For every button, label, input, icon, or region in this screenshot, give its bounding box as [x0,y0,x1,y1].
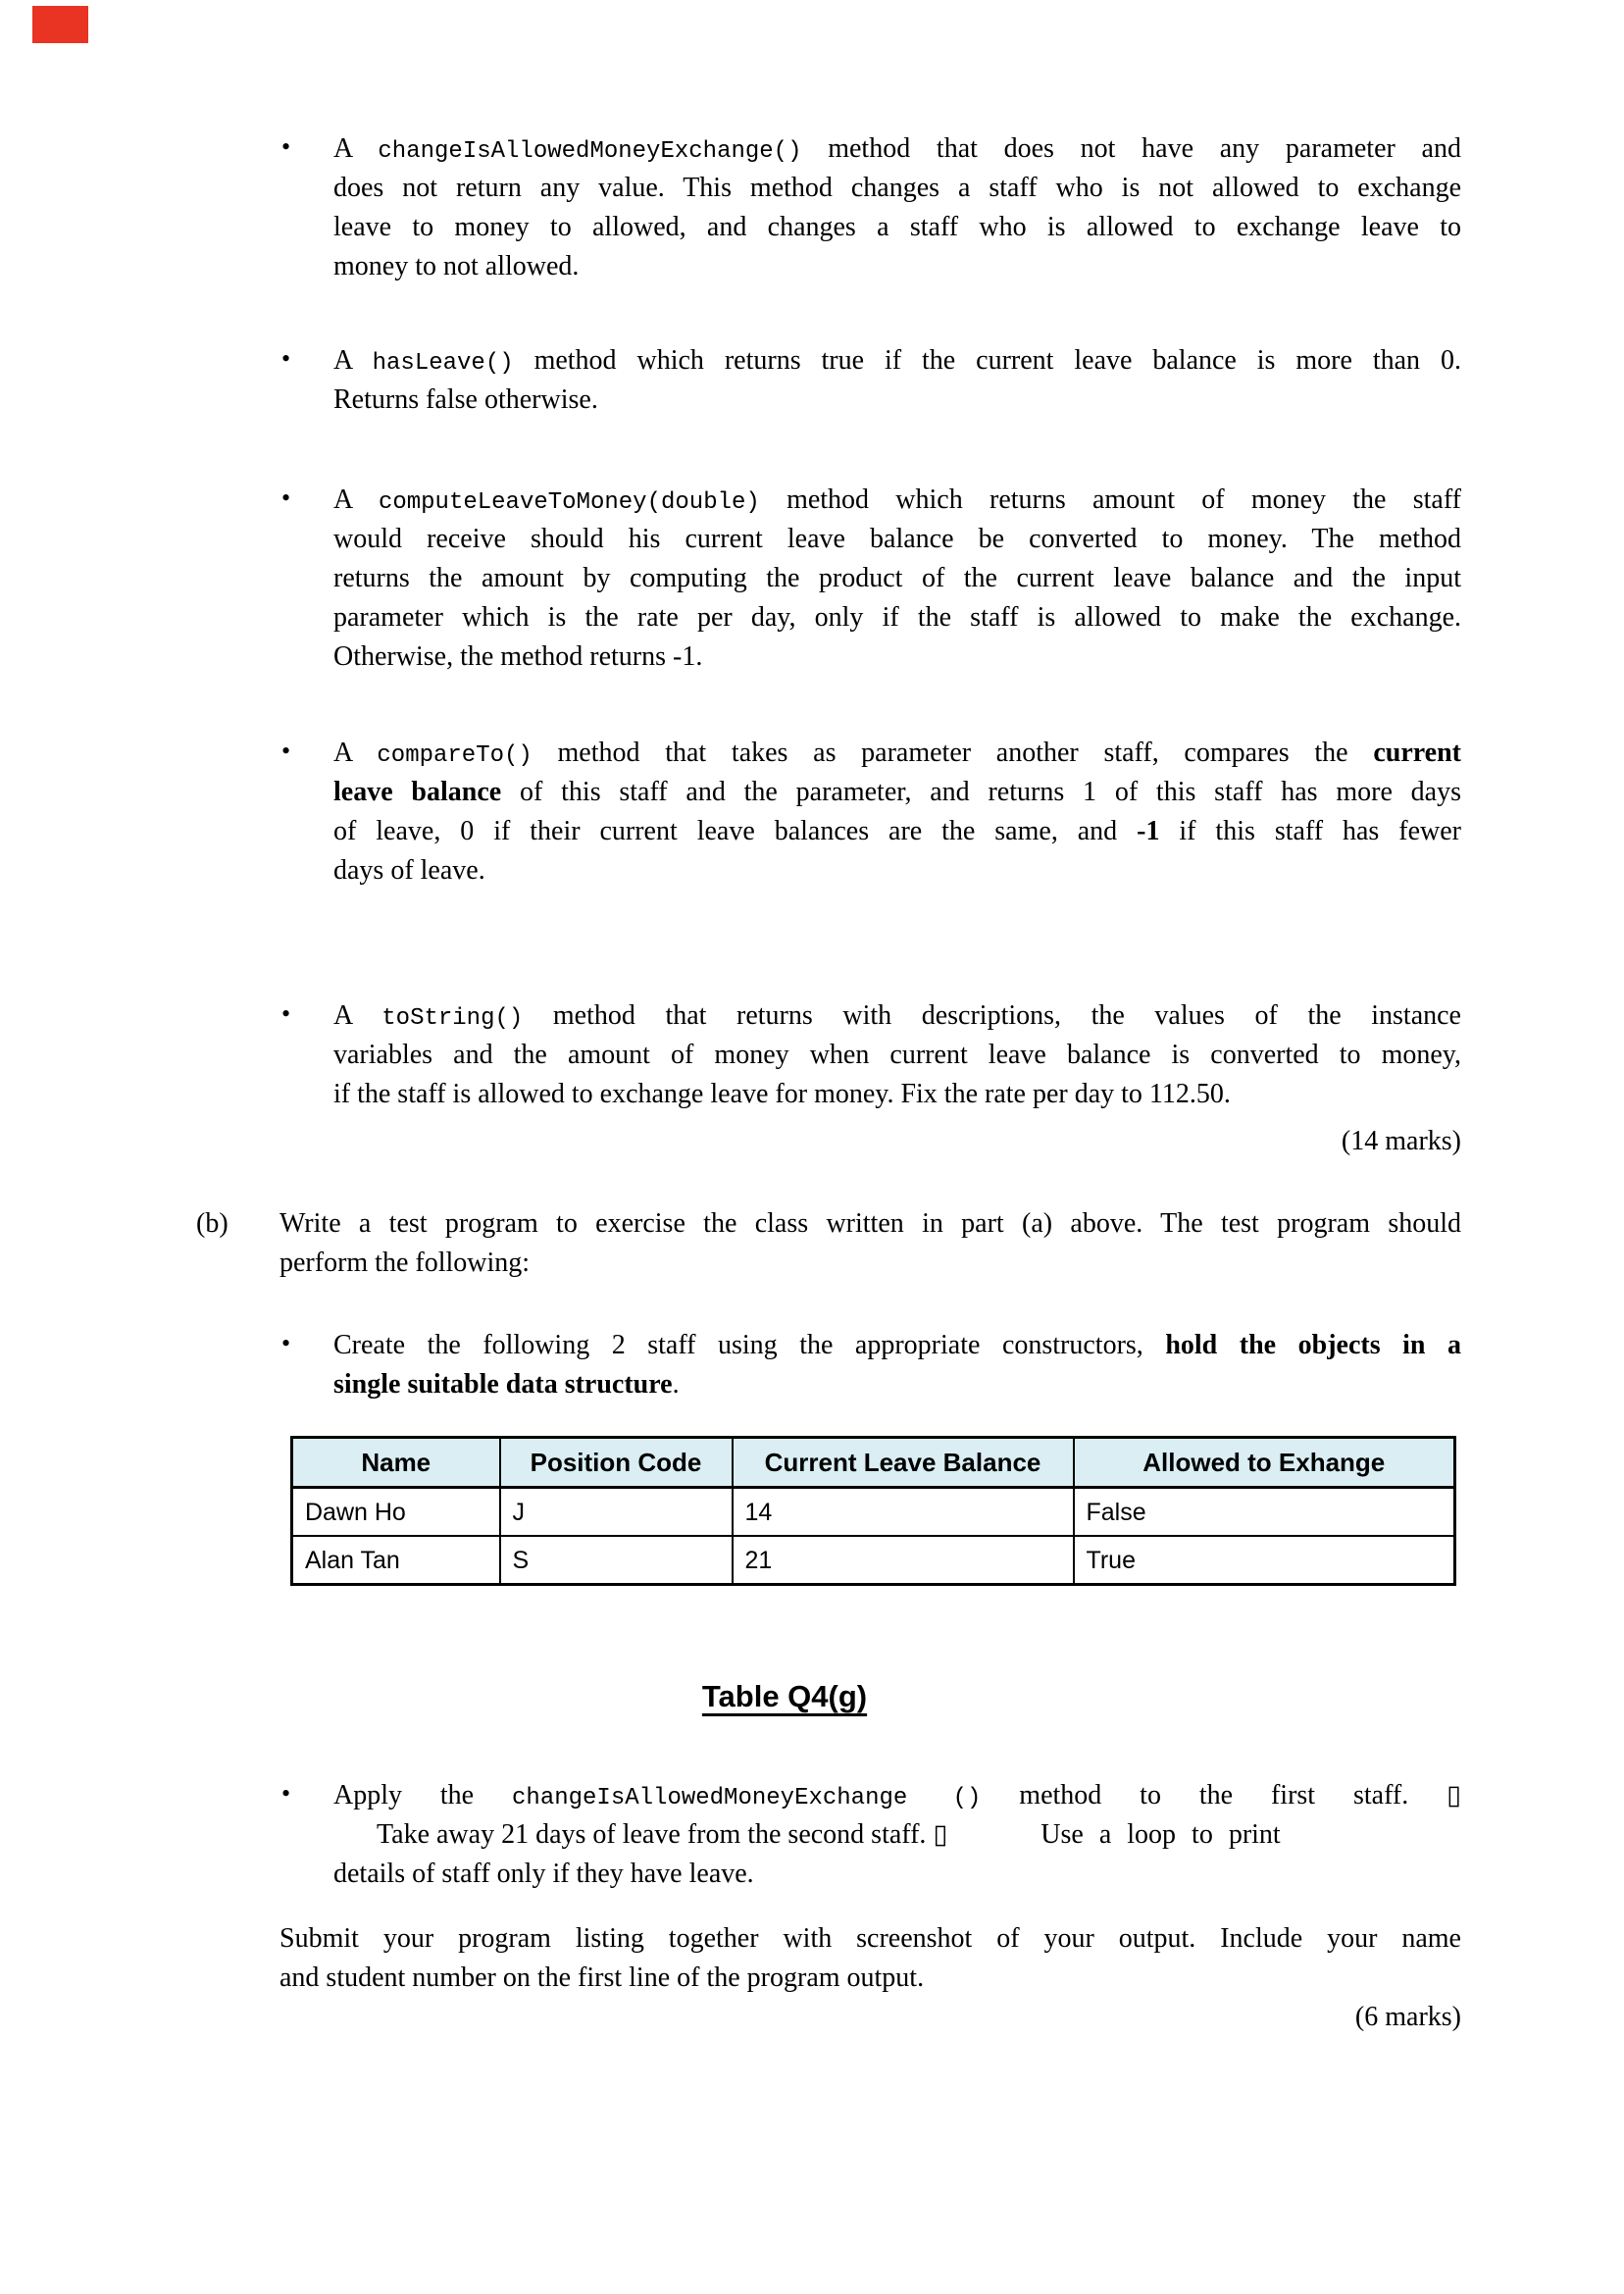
table-caption: Table Q4(g) [701,1679,868,1713]
bullet-line: if the staff is allowed to exchange leave for money. Fix the rate per day to 112.50. [333,1079,1231,1109]
cell-position-code: J [500,1488,733,1537]
bullet-line: single suitable data structure. [333,1369,680,1400]
missing-glyph-box-icon: ▯ [933,1819,948,1850]
bullet-line: Returns false otherwise. [333,384,598,415]
part-b-label: (b) [196,1208,228,1239]
cell-position-code: S [500,1536,733,1585]
paragraph-line: perform the following: [279,1248,531,1278]
method-bullet-changeIsAllowedMoneyExchange [279,129,1461,286]
paragraph-line: Write a test program to exercise the class written in part (a) above. The test program should [279,1208,1461,1239]
cell-name: Dawn Ho [292,1488,500,1537]
bullet-line: Apply the changeIsAllowedMoneyExchange () method to the first staff. ▯ [333,1780,1461,1811]
part-b-intro [196,1204,1461,1283]
cell-leave-balance: 14 [733,1488,1074,1537]
bullet-line: would receive should his current leave balance be converted to money. The method [333,524,1461,554]
table-header-row [292,1438,1455,1488]
cell-allowed: False [1074,1488,1455,1537]
bold-phrase: -1 [1137,816,1160,846]
page-content [196,129,1461,2037]
bullet-line: does not return any value. This method changes a staff who is not allowed to exchange [333,173,1461,203]
method-name-code: computeLeaveToMoney(double) [378,489,760,516]
bold-phrase: single suitable data structure [333,1369,673,1400]
cell-allowed: True [1074,1536,1455,1585]
bullet-line: A changeIsAllowedMoneyExchange() method that does not have any parameter and [333,133,1461,165]
bullet-line: Take away 21 days of leave from the second staff. ▯ Use a loop to print [377,1819,1281,1850]
bullet-line: details of staff only if they have leave. [333,1859,754,1889]
bullet-icon: • [281,1329,291,1357]
bullet-line: leave to money to allowed, and changes a staff who is allowed to exchange leave to [333,212,1461,242]
staff-table [290,1436,1456,1586]
bullet-icon: • [281,737,291,765]
method-bullet-toString [279,996,1461,1114]
cell-name: Alan Tan [292,1536,500,1585]
bullet-line: Create the following 2 staff using the appropriate constructors, hold the objects in a [333,1330,1461,1360]
red-corner-mark [32,6,88,43]
missing-glyph-box-icon: ▯ [1446,1780,1461,1810]
bullet-line: leave balance of this staff and the parameter, and returns 1 of this staff has more days [333,777,1461,807]
bold-phrase: leave balance [333,777,502,807]
method-bullet-hasLeave [279,341,1461,420]
method-name-code: hasLeave() [372,350,514,377]
table-header-allowed-to-exhange: Allowed to Exhange [1074,1438,1455,1488]
bullet-icon: • [281,1779,291,1808]
bullet-line: returns the amount by computing the product of the current leave balance and the input [333,563,1461,593]
submit-paragraph [279,1919,1461,1998]
table-row [292,1488,1455,1537]
bullet-icon: • [281,999,291,1028]
create-staff-bullet [279,1326,1461,1404]
bullet-icon: • [281,344,291,373]
bullet-line: A computeLeaveToMoney(double) method which returns amount of money the staff [333,484,1461,516]
bullet-icon: • [281,484,291,512]
method-name-code: toString() [381,1005,524,1032]
method-name-code: changeIsAllowedMoneyExchange () [512,1785,982,1811]
table-header-position-code: Position Code [500,1438,733,1488]
bullet-line: Otherwise, the method returns -1. [333,641,703,672]
marks-label-part-b: (6 marks) [1354,2002,1461,2032]
method-name-code: compareTo() [377,742,533,769]
table-header-current-leave-balance: Current Leave Balance [733,1438,1074,1488]
bullet-icon: • [281,132,291,161]
bullet-line: parameter which is the rate per day, only if the staff is allowed to make the exchange. [333,602,1461,633]
bullet-line: days of leave. [333,855,485,886]
method-bullet-computeLeaveToMoney [279,481,1461,677]
marks-label-part-a: (14 marks) [1341,1126,1461,1156]
bullet-line: variables and the amount of money when current leave balance is converted to money, [333,1040,1461,1070]
paragraph-line: Submit your program listing together with screenshot of your output. Include your name [279,1923,1461,1954]
cell-leave-balance: 21 [733,1536,1074,1585]
bold-phrase: current [1373,738,1461,768]
apply-method-bullet [279,1776,1461,1894]
table-header-name: Name [292,1438,500,1488]
bold-phrase: hold the objects in a [1165,1330,1461,1360]
method-bullet-compareTo [279,734,1461,891]
bullet-line: money to not allowed. [333,251,580,281]
bullet-line: A hasLeave() method which returns true if the current leave balance is more than 0. [333,345,1461,377]
bullet-line: A toString() method that returns with descriptions, the values of the instance [333,1000,1461,1032]
bullet-line: of leave, 0 if their current leave balances are the same, and -1 if this staff has fewer [333,816,1461,846]
paragraph-line: and student number on the first line of the program output. [279,1963,925,1993]
bullet-line: A compareTo() method that takes as parameter another staff, compares the current [333,738,1461,769]
table-row [292,1536,1455,1585]
method-name-code: changeIsAllowedMoneyExchange() [378,138,802,165]
